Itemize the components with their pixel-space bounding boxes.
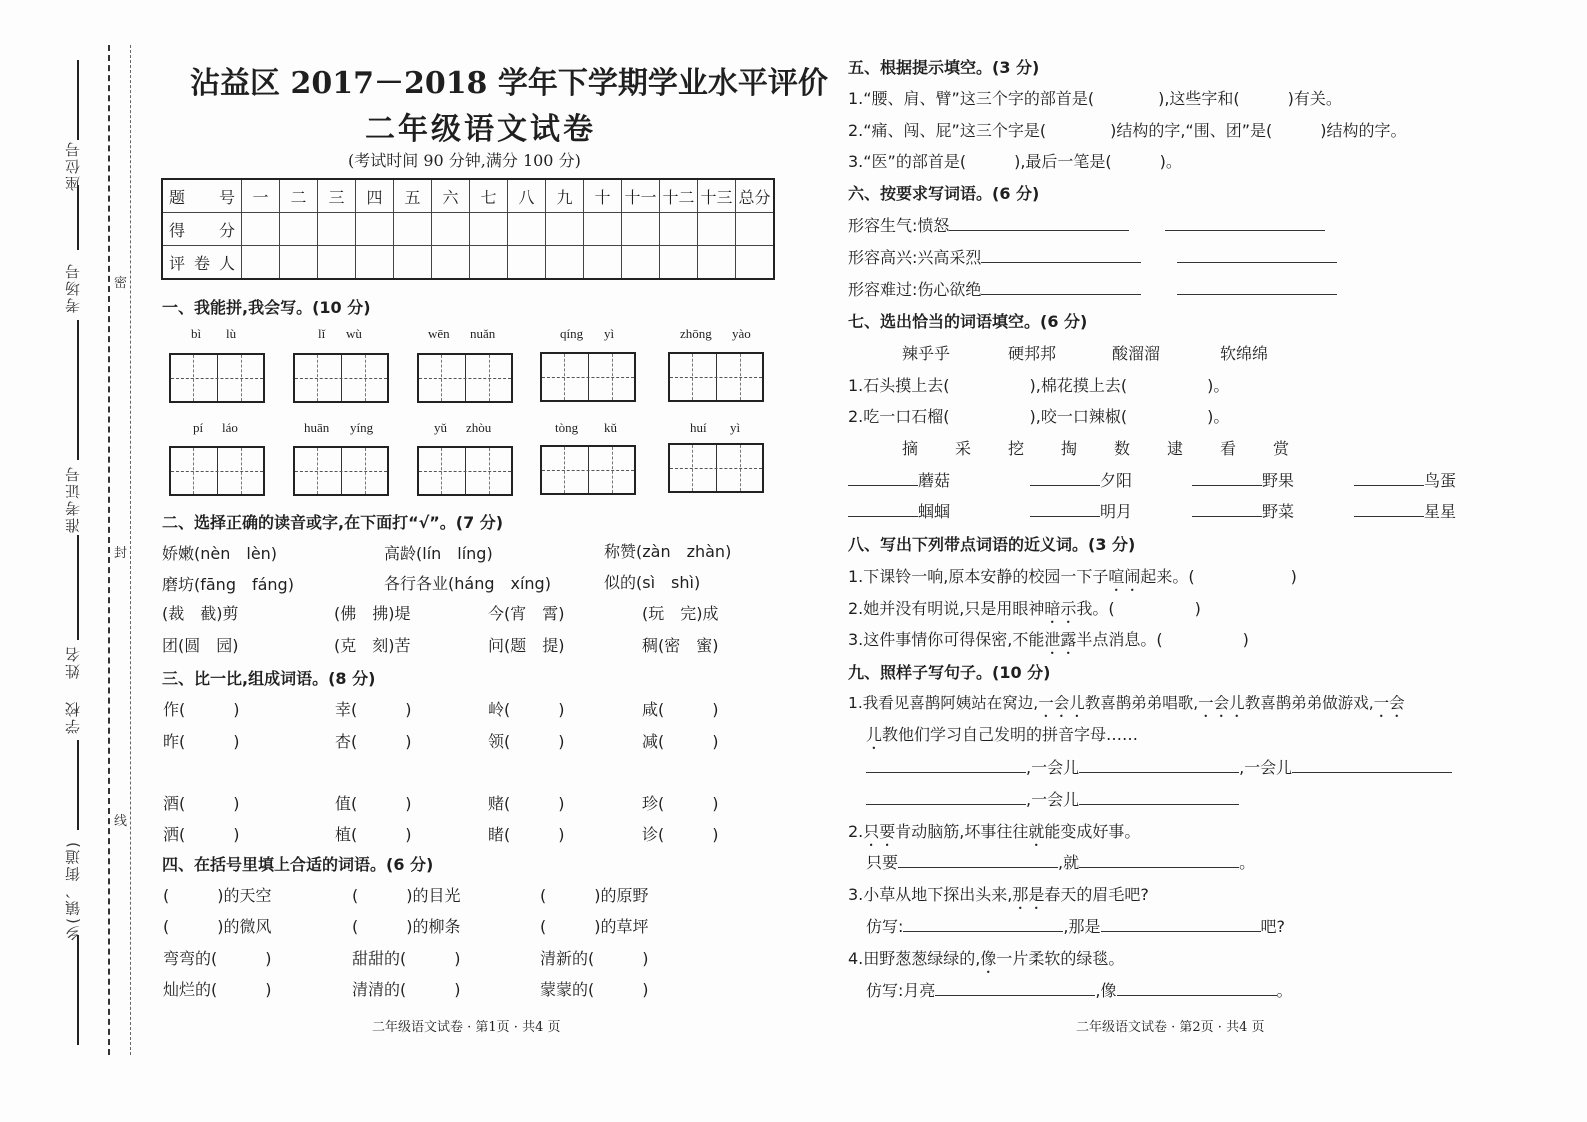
word-requirement <box>848 277 1337 300</box>
grader-cell[interactable] <box>280 246 318 280</box>
dotted-word: 那是 <box>1012 885 1045 904</box>
word-blank[interactable]: 领( ) <box>488 732 565 751</box>
pinyin: lǐ <box>318 326 326 341</box>
word-bank-item: 逮 <box>1167 439 1184 458</box>
phrase-blank[interactable]: 甜甜的( ) <box>352 949 461 968</box>
example-sentence: 1.我看见喜鹊阿姨站在窝边,一会儿教喜鹊弟弟唱歌,一会儿教喜鹊弟弟做游戏,一会 <box>848 694 1405 712</box>
grader-cell[interactable] <box>508 246 546 280</box>
word-blank[interactable]: 值( ) <box>335 794 412 813</box>
choice-item[interactable]: 娇嫩(nèn lèn) <box>162 544 278 563</box>
pinyin: wù <box>346 326 362 341</box>
pinyin: huān <box>304 420 330 435</box>
score-cell[interactable] <box>356 213 394 246</box>
column-header: 总分 <box>736 179 775 213</box>
choice-item[interactable]: 今(宵 霄) <box>488 604 565 623</box>
row-label: 题 号 <box>162 179 242 213</box>
word-blank[interactable]: 植( ) <box>335 825 412 844</box>
example-sentence: 4.田野葱葱绿绿的,像一片柔软的绿毯。 <box>848 949 1125 968</box>
example-sentence: 2.只要肯动脑筋,坏事往往就能变成好事。 <box>848 822 1141 841</box>
writing-grid[interactable] <box>540 445 636 495</box>
word-blank[interactable]: 岭( ) <box>488 700 565 719</box>
word-bank-item: 辣乎乎 <box>902 344 951 363</box>
word-blank[interactable]: 洒( ) <box>163 825 240 844</box>
pinyin: tòng <box>555 420 579 435</box>
phrase-blank[interactable]: ( )的柳条 <box>352 917 461 936</box>
seat-number-label: 座位号 <box>64 140 82 191</box>
word-blank[interactable]: 杏( ) <box>335 732 412 751</box>
pinyin: láo <box>222 420 238 435</box>
score-cell[interactable] <box>432 213 470 246</box>
section-5-heading: 五、根据提示填空。(3 分) <box>848 58 1040 77</box>
seal-char: 密 <box>114 276 128 291</box>
answer-line[interactable] <box>848 500 918 517</box>
pinyin: yíng <box>350 420 374 435</box>
section-8-heading: 八、写出下列带点词语的近义词。(3 分) <box>848 535 1136 554</box>
answer-line[interactable] <box>848 469 918 486</box>
column-header: 二 <box>280 179 318 213</box>
verb-fill <box>848 499 950 522</box>
choice-item[interactable]: (裁 截)剪 <box>162 604 239 623</box>
score-cell[interactable] <box>584 213 622 246</box>
word-requirement <box>848 213 1325 236</box>
answer-line[interactable] <box>898 851 1058 868</box>
choice-item[interactable]: (克 刻)苦 <box>334 636 411 655</box>
column-header: 十二 <box>660 179 698 213</box>
pinyin: yào <box>732 326 751 341</box>
word-blank[interactable]: 幸( ) <box>335 700 412 719</box>
dotted-word: 只要 <box>863 822 896 841</box>
seal-dashed-line <box>130 45 131 1055</box>
pinyin: qíng <box>560 326 584 341</box>
row-label: 得 分 <box>162 213 242 246</box>
column-header: 一 <box>242 179 280 213</box>
choice-item[interactable]: 称赞(zàn zhàn) <box>604 542 732 561</box>
section-1-heading: 一、我能拼,我会写。(10 分) <box>162 298 371 317</box>
word-blank[interactable]: 减( ) <box>642 732 719 751</box>
score-table <box>161 178 775 280</box>
pinyin: pí <box>193 420 204 435</box>
phrase-blank[interactable]: ( )的目光 <box>352 886 461 905</box>
writing-grid[interactable] <box>417 353 513 403</box>
score-cell[interactable] <box>394 213 432 246</box>
fill-question[interactable]: 2.吃一口石榴( ),咬一口辣椒( )。 <box>848 407 1230 426</box>
answer-line[interactable] <box>1192 469 1262 486</box>
word-blank[interactable]: 咸( ) <box>642 700 719 719</box>
answer-line[interactable] <box>949 214 1129 231</box>
column-header: 五 <box>394 179 432 213</box>
noun: 鸟蛋 <box>1424 471 1457 490</box>
section-2-heading: 二、选择正确的读音或字,在下面打“√”。(7 分) <box>162 513 504 532</box>
answer-line[interactable] <box>1177 278 1337 295</box>
synonym-question[interactable]: 2.她并没有明说,只是用眼神暗示我。( ) <box>848 599 1201 618</box>
score-cell[interactable] <box>242 213 280 246</box>
answer-line[interactable] <box>1079 851 1239 868</box>
word-bank-item: 数 <box>1114 439 1131 458</box>
grader-cell[interactable] <box>432 246 470 280</box>
column-header: 四 <box>356 179 394 213</box>
section-7-heading: 七、选出恰当的词语填空。(6 分) <box>848 312 1088 331</box>
phrase-blank[interactable]: 蒙蒙的( ) <box>540 980 649 999</box>
exam-title: 沾益区 2017－2018 学年下学期学业水平评价 <box>190 66 828 101</box>
score-cell[interactable] <box>280 213 318 246</box>
grader-cell[interactable] <box>318 246 356 280</box>
verb-fill <box>1030 468 1132 491</box>
verb-fill <box>1192 499 1294 522</box>
word-bank-item: 赏 <box>1273 439 1290 458</box>
fill-question[interactable]: 3.“医”的部首是( ),最后一笔是( )。 <box>848 152 1182 171</box>
word-prompt: 形容难过:伤心欲绝 <box>848 280 982 299</box>
choice-item[interactable]: 稠(密 蜜) <box>642 636 719 655</box>
score-cell[interactable] <box>546 213 584 246</box>
writing-grid[interactable] <box>668 443 764 493</box>
phrase-blank[interactable]: 清新的( ) <box>540 949 649 968</box>
grader-cell[interactable] <box>660 246 698 280</box>
writing-grid[interactable] <box>668 352 764 402</box>
answer-line[interactable] <box>1101 915 1261 932</box>
grader-cell[interactable] <box>356 246 394 280</box>
score-cell[interactable] <box>622 213 660 246</box>
answer-line[interactable] <box>903 915 1063 932</box>
word-blank[interactable]: 赌( ) <box>488 794 565 813</box>
pinyin: yì <box>730 420 741 435</box>
answer-line[interactable] <box>1030 500 1100 517</box>
column-header: 三 <box>318 179 356 213</box>
exam-info: (考试时间 90 分钟,满分 100 分) <box>348 151 581 170</box>
seal-dashed-line <box>108 45 110 1055</box>
grader-cell[interactable] <box>242 246 280 280</box>
grader-cell[interactable] <box>736 246 775 280</box>
choice-item[interactable]: 各行各业(háng xíng) <box>384 574 551 593</box>
dotted-word: 一会 <box>1373 694 1405 712</box>
word-bank-item: 软绵绵 <box>1220 344 1269 363</box>
phrase-blank[interactable]: ( )的微风 <box>163 917 272 936</box>
writing-grid[interactable] <box>540 352 636 402</box>
pinyin: bì <box>191 326 202 341</box>
phrase-blank[interactable]: ( )的天空 <box>163 886 272 905</box>
grader-cell[interactable] <box>584 246 622 280</box>
imitate-line: 只要 ,就 。 <box>866 853 1256 872</box>
section-4-heading: 四、在括号里填上合适的词语。(6 分) <box>162 855 434 874</box>
exam-room-label: 考场号 <box>64 262 82 313</box>
verb-fill <box>1192 468 1294 491</box>
margin-line <box>77 185 79 250</box>
choice-item[interactable]: 磨坊(fāng fáng) <box>162 575 294 594</box>
seal-char: 线 <box>114 814 128 829</box>
writing-grid[interactable] <box>169 446 265 496</box>
noun: 野果 <box>1262 471 1295 490</box>
phrase-blank[interactable]: ( )的原野 <box>540 886 649 905</box>
answer-line[interactable] <box>1354 469 1424 486</box>
margin-line <box>77 740 79 830</box>
answer-line[interactable] <box>1292 756 1452 773</box>
noun: 星星 <box>1424 502 1457 521</box>
answer-line[interactable] <box>1165 214 1325 231</box>
score-table-header-row <box>162 179 774 213</box>
page-footer: 二年级语文试卷 · 第2页 · 共4 页 <box>1076 1020 1265 1035</box>
school-label: 学校 <box>64 700 82 734</box>
pinyin: huí <box>690 420 707 435</box>
score-cell[interactable] <box>470 213 508 246</box>
choice-item[interactable]: (佛 拂)堤 <box>334 604 411 623</box>
score-cell[interactable] <box>508 213 546 246</box>
name-label: 姓名 <box>64 645 82 679</box>
margin-line <box>77 320 79 460</box>
word-blank[interactable]: 珍( ) <box>642 794 719 813</box>
choice-item[interactable]: 似的(sì shì) <box>604 573 701 592</box>
column-header: 十 <box>584 179 622 213</box>
section-9-heading: 九、照样子写句子。(10 分) <box>848 663 1051 682</box>
dotted-word: 暗示 <box>1044 599 1077 618</box>
word-bank-item: 酸溜溜 <box>1112 344 1161 363</box>
synonym-question[interactable]: 3.这件事情你可得保密,不能泄露半点消息。( ) <box>848 630 1249 649</box>
imitate-line: 仿写: ,那是 吧? <box>866 917 1285 936</box>
section-6-heading: 六、按要求写词语。(6 分) <box>848 184 1040 203</box>
word-bank-item: 摘 <box>902 439 919 458</box>
example-sentence: 3.小草从地下探出头来,那是春天的眉毛吧? <box>848 885 1149 904</box>
pinyin: yǔ <box>434 420 447 435</box>
pinyin: yì <box>604 326 615 341</box>
grader-cell[interactable] <box>622 246 660 280</box>
score-cell[interactable] <box>660 213 698 246</box>
choice-item[interactable]: (玩 完)成 <box>642 604 719 623</box>
imitate-line: 仿写:月亮 ,像 。 <box>866 981 1293 1000</box>
word-blank[interactable]: 诊( ) <box>642 825 719 844</box>
noun: 蘑菇 <box>918 471 951 490</box>
verb-fill <box>1354 468 1456 491</box>
section-3-heading: 三、比一比,组成词语。(8 分) <box>162 669 376 688</box>
column-header: 十三 <box>698 179 736 213</box>
pinyin: lù <box>226 326 237 341</box>
score-cell[interactable] <box>698 213 736 246</box>
grader-cell[interactable] <box>394 246 432 280</box>
imitate-line: ,一会儿 <box>866 787 1239 810</box>
word-requirement <box>848 245 1337 268</box>
dotted-word: 一会儿 <box>1038 694 1085 712</box>
example-sentence-cont: 儿教他们学习自己发明的拼音字母…… <box>866 725 1139 744</box>
phrase-blank[interactable]: 灿烂的( ) <box>163 980 272 999</box>
township-label: 乡(镇、街道) <box>64 840 82 941</box>
answer-line[interactable] <box>1079 788 1239 805</box>
word-blank[interactable]: 睹( ) <box>488 825 565 844</box>
dotted-word: 喧闹 <box>1108 567 1141 586</box>
column-header: 九 <box>546 179 584 213</box>
grader-cell[interactable] <box>470 246 508 280</box>
answer-line[interactable] <box>1079 756 1239 773</box>
answer-line[interactable] <box>935 979 1095 996</box>
noun: 野菜 <box>1262 502 1295 521</box>
answer-line[interactable] <box>1177 246 1337 263</box>
fill-question[interactable]: 2.“痛、闯、屁”这三个字是( )结构的字,“围、团”是( )结构的字。 <box>848 121 1407 140</box>
writing-grid[interactable] <box>293 353 389 403</box>
word-blank[interactable]: 作( ) <box>163 700 240 719</box>
word-bank-item: 采 <box>955 439 972 458</box>
grader-cell[interactable] <box>546 246 584 280</box>
dotted-word: 像 <box>980 949 997 968</box>
noun: 夕阳 <box>1100 471 1133 490</box>
answer-line[interactable] <box>866 788 1026 805</box>
noun: 蝈蝈 <box>918 502 951 521</box>
dotted-word: 就 <box>1028 822 1045 841</box>
column-header: 八 <box>508 179 546 213</box>
word-bank-item: 硬邦邦 <box>1008 344 1057 363</box>
answer-line[interactable] <box>1192 500 1262 517</box>
pinyin: nuǎn <box>470 326 496 341</box>
score-cell[interactable] <box>318 213 356 246</box>
score-cell[interactable] <box>736 213 775 246</box>
dotted-word: 一会儿 <box>1198 694 1245 712</box>
choice-item[interactable]: 高龄(lín líng) <box>384 544 493 563</box>
noun: 明月 <box>1100 502 1133 521</box>
word-blank[interactable]: 酒( ) <box>163 794 240 813</box>
word-bank-item: 挖 <box>1008 439 1025 458</box>
choice-item[interactable]: 团(圆 园) <box>162 636 239 655</box>
column-header: 六 <box>432 179 470 213</box>
imitate-line: ,一会儿 ,一会儿 <box>866 755 1452 778</box>
column-header: 十一 <box>622 179 660 213</box>
word-prompt: 形容高兴:兴高采烈 <box>848 248 982 267</box>
answer-line[interactable] <box>981 278 1141 295</box>
pinyin: zhòu <box>466 420 492 435</box>
grader-row <box>162 246 774 280</box>
writing-grid[interactable] <box>293 446 389 496</box>
answer-line[interactable] <box>866 756 1026 773</box>
word-prompt: 形容生气:愤怒 <box>848 216 950 235</box>
phrase-blank[interactable]: 清清的( ) <box>352 980 461 999</box>
page-footer: 二年级语文试卷 · 第1页 · 共4 页 <box>372 1020 561 1035</box>
word-blank[interactable]: 昨( ) <box>163 732 240 751</box>
answer-line[interactable] <box>1117 979 1277 996</box>
answer-line[interactable] <box>1030 469 1100 486</box>
answer-line[interactable] <box>981 246 1141 263</box>
exam-subtitle: 二年级语文试卷 <box>365 112 596 147</box>
dotted-word: 儿 <box>866 725 883 744</box>
grader-cell[interactable] <box>698 246 736 280</box>
margin-line <box>77 60 79 140</box>
pinyin: kǔ <box>604 420 617 435</box>
column-header: 七 <box>470 179 508 213</box>
score-row <box>162 213 774 246</box>
pinyin: wēn <box>428 326 450 341</box>
writing-grid[interactable] <box>169 353 265 403</box>
dotted-word: 泄露 <box>1044 630 1077 649</box>
verb-fill <box>1030 499 1132 522</box>
margin-line <box>77 935 79 1045</box>
admission-number-label: 准考证号 <box>64 465 82 533</box>
phrase-blank[interactable]: 弯弯的( ) <box>163 949 272 968</box>
phrase-blank[interactable]: ( )的草坪 <box>540 917 649 936</box>
writing-grid[interactable] <box>417 446 513 496</box>
answer-line[interactable] <box>1354 500 1424 517</box>
word-bank-item: 掏 <box>1061 439 1078 458</box>
word-bank-item: 看 <box>1220 439 1237 458</box>
choice-item[interactable]: 问(题 提) <box>488 636 565 655</box>
seal-char: 封 <box>114 546 128 561</box>
row-label: 评卷人 <box>162 246 242 280</box>
synonym-question[interactable]: 1.下课铃一响,原本安静的校园一下子喧闹起来。( ) <box>848 567 1297 586</box>
fill-question[interactable]: 1.“腰、肩、臂”这三个字的部首是( ),这些字和( )有关。 <box>848 89 1342 108</box>
verb-fill <box>848 468 950 491</box>
pinyin: zhōng <box>680 326 712 341</box>
fill-question[interactable]: 1.石头摸上去( ),棉花摸上去( )。 <box>848 376 1230 395</box>
margin-line <box>77 535 79 640</box>
verb-fill <box>1354 499 1456 522</box>
